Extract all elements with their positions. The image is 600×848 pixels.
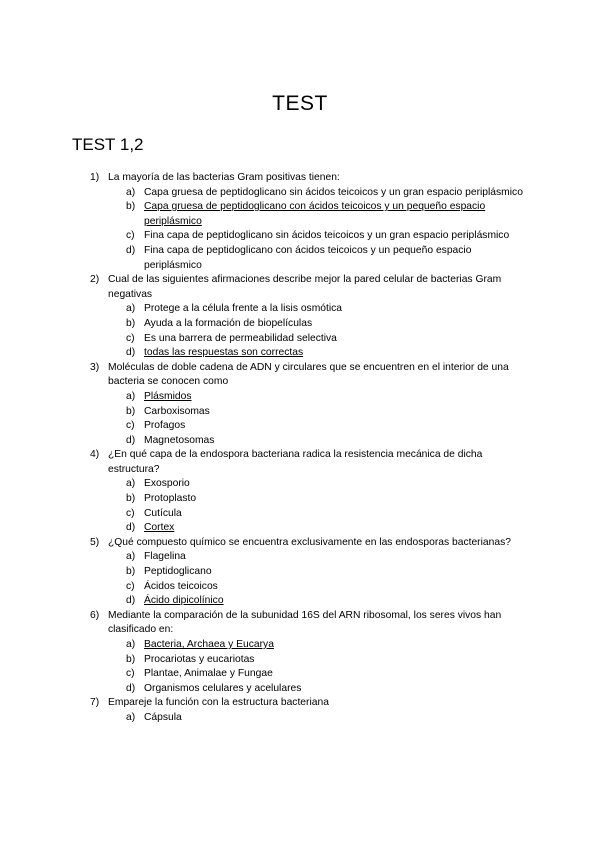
answer-option-correct — [108, 521, 530, 536]
option-text: Organismos celulares y acelulares — [144, 682, 302, 694]
question-text: La mayoría de las bacterias Gram positivas tienen: — [108, 172, 340, 183]
option-text: Exosporio — [144, 478, 190, 490]
option-text: Profagos — [144, 420, 186, 432]
answer-option — [108, 580, 530, 595]
option-text: Magnetosomas — [144, 434, 215, 446]
question-number: 5) — [90, 536, 100, 548]
option-letter: c) — [126, 580, 135, 592]
option-text: Carboxisomas — [144, 405, 210, 417]
answer-option — [108, 565, 530, 580]
option-letter: a) — [126, 478, 136, 490]
question-number: 6) — [90, 609, 100, 621]
option-letter: b) — [126, 317, 136, 329]
answer-option — [108, 405, 530, 420]
answer-option — [108, 653, 530, 668]
option-text: Plantae, Animalae y Fungae — [144, 668, 273, 680]
answer-option — [108, 229, 530, 244]
question-item — [90, 171, 530, 273]
option-text: Capa gruesa de peptidoglicano sin ácidos teicoicos y un gran espacio periplásmico — [144, 186, 523, 198]
question-list — [90, 171, 530, 726]
question-item — [90, 448, 530, 536]
option-letter: b) — [126, 566, 136, 578]
answer-option — [108, 332, 530, 347]
question-number: 4) — [90, 449, 100, 461]
option-text: Ácidos teicoicos — [144, 580, 218, 592]
question-number: 7) — [90, 697, 100, 709]
option-letter: c) — [126, 230, 135, 242]
answer-option — [108, 186, 530, 201]
option-letter: c) — [126, 507, 135, 519]
answer-option — [108, 711, 530, 726]
option-letter: a) — [126, 711, 136, 723]
answer-option — [108, 317, 530, 332]
option-letter: c) — [126, 668, 135, 680]
option-text: Es una barrera de permeabilidad selectiva — [144, 332, 337, 344]
option-text: Procariotas y eucariotas — [144, 653, 255, 665]
option-letter: d) — [126, 347, 136, 359]
answer-option — [108, 550, 530, 565]
option-text: Ayuda a la formación de biopelículas — [144, 317, 313, 329]
document-title: TEST — [272, 92, 328, 115]
option-letter: c) — [126, 332, 135, 344]
question-number: 2) — [90, 274, 100, 286]
question-item — [90, 361, 530, 449]
option-text: Cortex — [144, 522, 175, 534]
question-text: ¿Qué compuesto químico se encuentra exclusivamente en las endosporas bacterianas? — [108, 536, 511, 548]
option-text: Plásmidos — [144, 390, 192, 402]
option-letter: b) — [126, 405, 136, 417]
question-item — [90, 536, 530, 609]
option-letter: a) — [126, 551, 136, 563]
question-text: ¿En qué capa de la endospora bacteriana radica la resistencia mecánica de dicha estructura? — [108, 449, 483, 475]
question-text: Empareje la función con la estructura bacteriana — [108, 697, 329, 709]
option-text: Protege a la célula frente a la lisis osmótica — [144, 303, 343, 315]
question-text: Moléculas de doble cadena de ADN y circulares que se encuentren en el interior de una bacteria se conocen como — [108, 361, 509, 388]
option-text: Flagelina — [144, 551, 186, 563]
question-number: 3) — [90, 361, 100, 373]
answer-options — [108, 186, 530, 274]
question-number: 1) — [90, 172, 100, 183]
option-text: Fina capa de peptidoglicano sin ácidos teicoicos y un gran espacio periplásmico — [144, 230, 510, 242]
answer-option — [108, 419, 530, 434]
option-text: Cutícula — [144, 507, 182, 519]
question-text: Mediante la comparación de la subunidad 16S del ARN ribosomal, los seres vivos han clasificado en: — [108, 609, 502, 636]
answer-option — [108, 507, 530, 522]
section-heading: TEST 1,2 — [72, 135, 144, 154]
option-letter: b) — [126, 201, 136, 213]
answer-options — [108, 711, 530, 726]
option-letter: a) — [126, 303, 136, 315]
option-letter: a) — [126, 186, 136, 198]
answer-option — [108, 434, 530, 449]
option-letter: d) — [126, 595, 136, 607]
answer-options — [108, 638, 530, 696]
answer-options — [108, 477, 530, 535]
answer-option — [108, 667, 530, 682]
answer-option — [108, 477, 530, 492]
option-text: Cápsula — [144, 711, 182, 723]
answer-option — [108, 302, 530, 317]
option-text: Peptidoglicano — [144, 566, 212, 578]
answer-option-correct — [108, 346, 530, 361]
option-text: Fina capa de peptidoglicano con ácidos teicoicos y un pequeño espacio periplásmico — [144, 244, 472, 271]
option-text: todas las respuestas son correctas — [144, 347, 304, 359]
option-letter: a) — [126, 639, 136, 650]
option-letter: d) — [126, 682, 136, 694]
answer-option-correct — [108, 638, 530, 653]
option-text: Protoplasto — [144, 493, 197, 505]
option-letter: d) — [126, 244, 136, 256]
option-letter: d) — [126, 522, 136, 534]
option-letter: a) — [126, 390, 136, 402]
option-letter: b) — [126, 653, 136, 665]
question-text: Cual de las siguientes afirmaciones describe mejor la pared celular de bacterias Gram negativas — [108, 274, 502, 300]
option-text: Capa gruesa de peptidoglicano con ácidos teicoicos y un pequeño espacio periplásmico — [144, 201, 486, 227]
answer-option-correct — [108, 594, 530, 609]
answer-option — [108, 244, 530, 273]
answer-option-correct — [108, 200, 530, 229]
option-letter: d) — [126, 434, 136, 446]
answer-option-correct — [108, 390, 530, 405]
question-item — [90, 273, 530, 361]
option-letter: c) — [126, 420, 135, 432]
answer-option — [108, 492, 530, 507]
option-text: Bacteria, Archaea y Eucarya — [144, 639, 274, 650]
option-letter: b) — [126, 493, 136, 505]
answer-options — [108, 390, 530, 448]
answer-options — [108, 550, 530, 608]
answer-options — [108, 302, 530, 360]
option-text: Ácido dipicolínico — [144, 595, 224, 607]
question-item — [90, 696, 530, 725]
question-item — [90, 609, 530, 697]
answer-option — [108, 682, 530, 697]
